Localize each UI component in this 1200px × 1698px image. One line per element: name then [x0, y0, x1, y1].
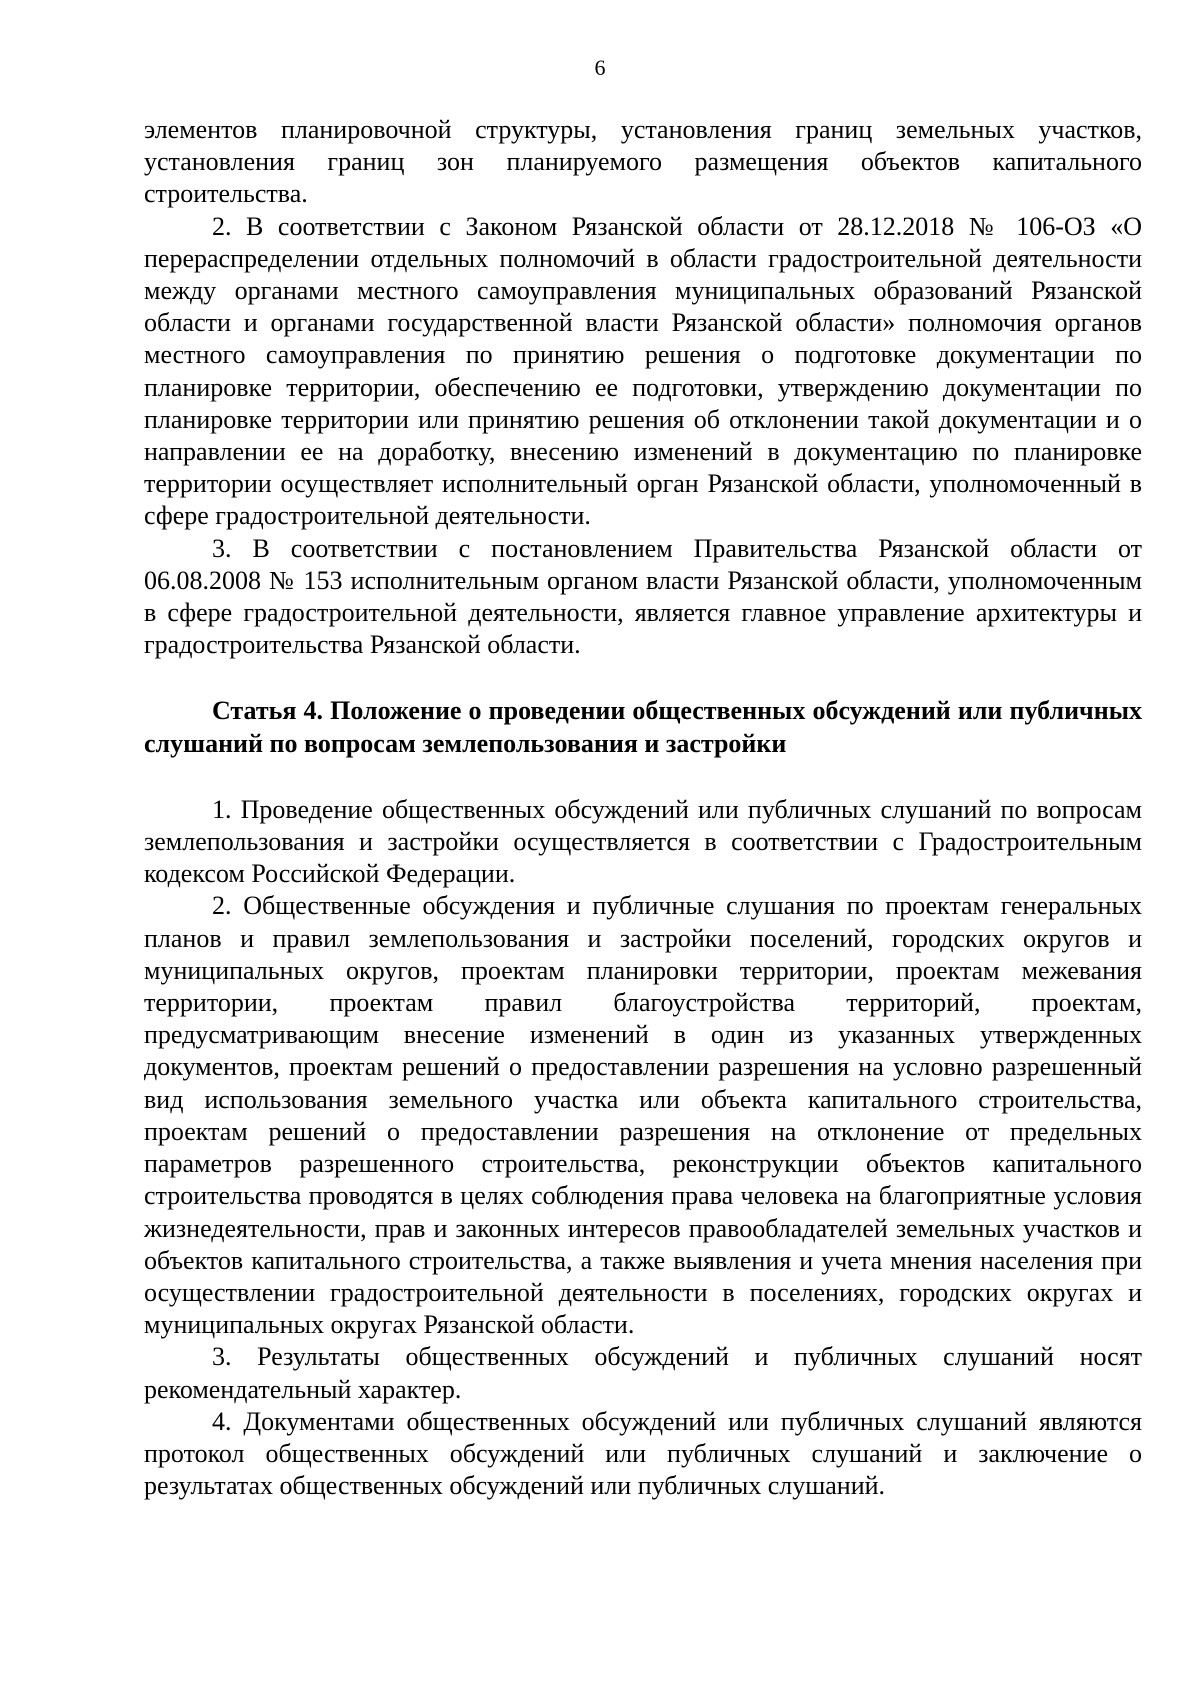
article4-item-2: 2. Общественные обсуждения и публичные слушания по проектам генеральных планов и правил землепользования и застройки поселений, городских округов и муниципальных округов, проектам планировки территории, проектам межевания территории, проектам правил благоустройства территорий, проектам, предусматривающим внесение изменений в один из указанных утвержденных документов, проектам решений о предоставлении разрешения на условно разрешенный вид использования земельного участка или объекта капитального строительства, проектам решений о предоставлении разрешения на отклонение от предельных параметров разрешенного строительства, реконструкции объектов капитального строительства проводятся в целях соблюдения права человека на благоприятные условия жизнедеятельности, прав и законных интересов правообладателей земельных участков и объектов капитального строительства, а также выявления и учета мнения населения при осуществлении градостроительной деятельности в поселениях, городских округах и муниципальных округах Рязанской области. — [144, 891, 1142, 1340]
page-number: 6 — [594, 55, 606, 80]
continuation-paragraph: элементов планировочной структуры, установления границ земельных участков, установления границ зон планируемого размещения объектов капитального строительства. — [144, 115, 1142, 209]
article3-item-2: 2. В соответствии с Законом Рязанской области от 28.12.2018 № 106-ОЗ «О перераспределении отдельных полномочий в области градостроительной деятельности между органами местного самоуправления муниципальных образований Рязанской области и органами государственной власти Рязанской области» полномочия органов местного самоуправления по принятию решения о подготовке документации по планировке территории, обеспечению ее подготовки, утверждению документации по планировке территории или принятию решения об отклонении такой документации и о направлении ее на доработку, внесению изменений в документацию по планировке территории осуществляет исполнительный орган Рязанской области, уполномоченный в сфере градостроительной деятельности. — [144, 211, 1142, 531]
article4-item-1: 1. Проведение общественных обсуждений или публичных слушаний по вопросам землепользования и застройки осуществляется в соответствии с Градостроительным кодексом Российской Федерации. — [144, 794, 1142, 889]
document-body — [144, 114, 1142, 1502]
article4-item-3: 3. Результаты общественных обсуждений и публичных слушаний носят рекомендательный характер. — [144, 1342, 1142, 1404]
article4-item-4: 4. Документами общественных обсуждений или публичных слушаний являются протокол общественных обсуждений или публичных слушаний и заключение о результатах общественных обсуждений или публичных слушаний. — [144, 1406, 1142, 1501]
article3-item-3: 3. В соответствии с постановлением Правительства Рязанской области от 06.08.2008 № 153 исполнительным органом власти Рязанской области, уполномоченным в сфере градостроительной деятельности, является главное управление архитектуры и градостроительства Рязанской области. — [144, 533, 1142, 660]
article4-heading: Статья 4. Положение о проведении общественных обсуждений или публичных слушаний по вопросам землепользования и застройки — [144, 696, 1142, 758]
